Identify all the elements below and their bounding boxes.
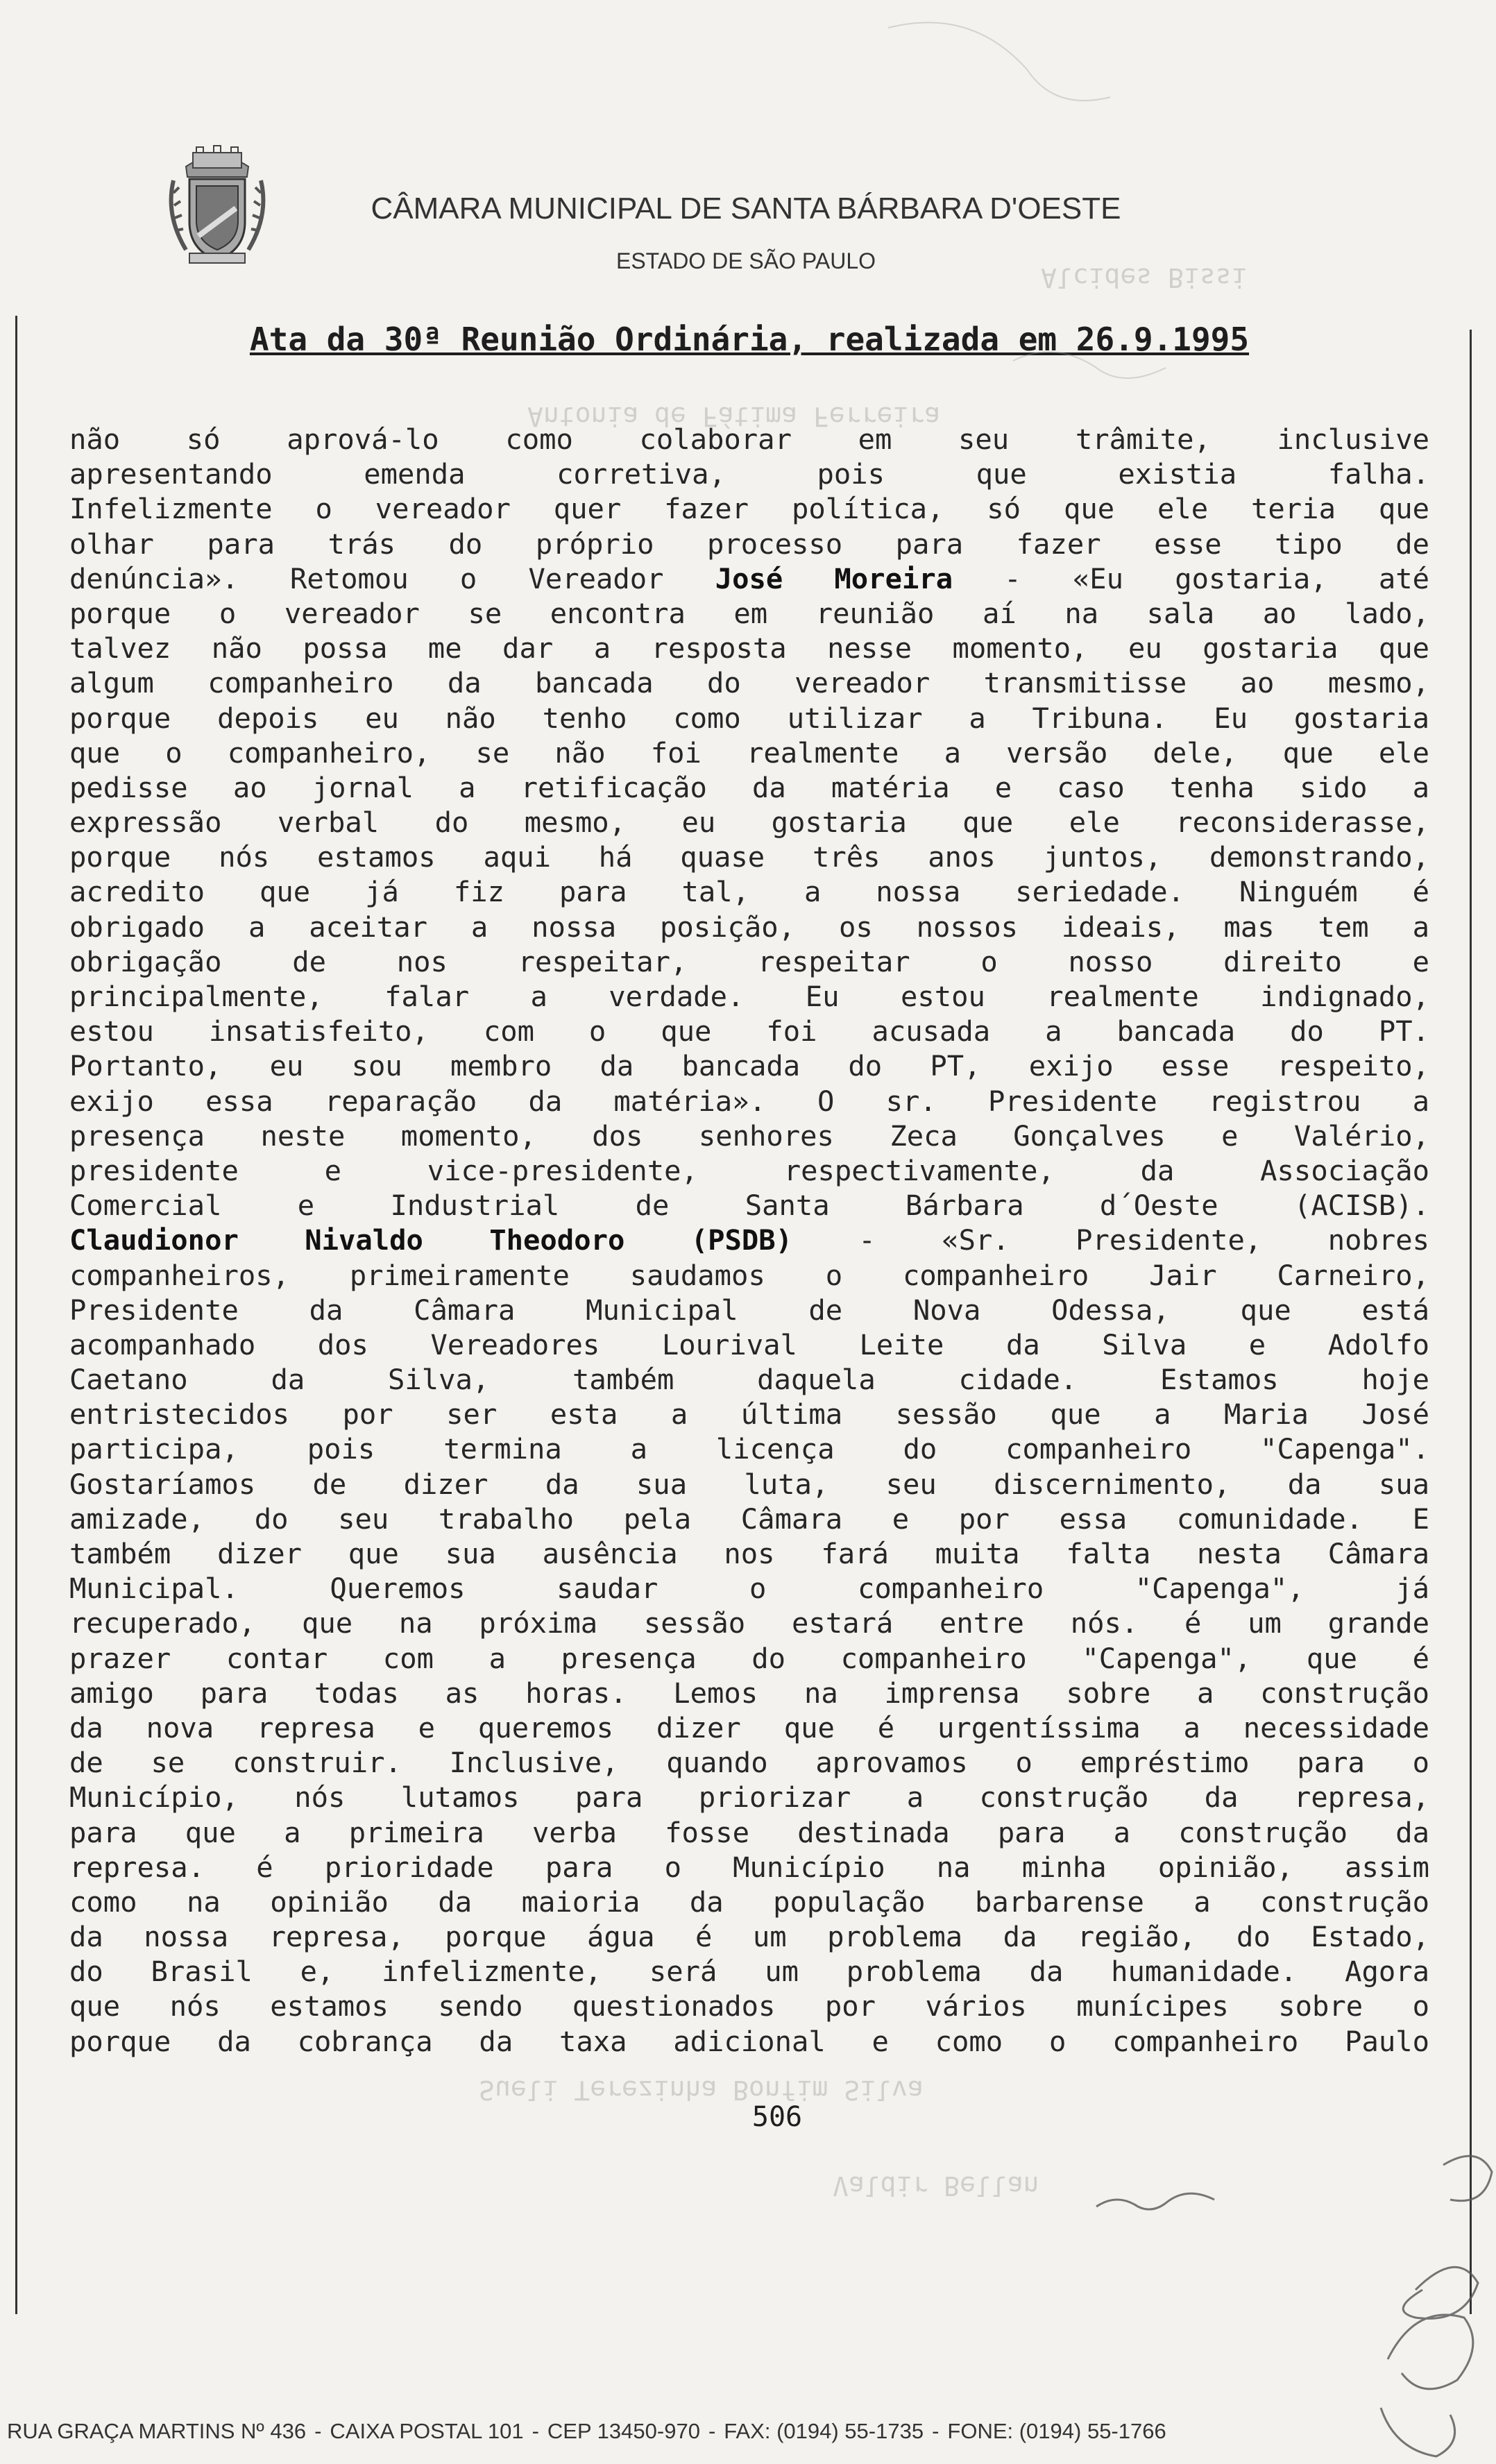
- text-segment: Gostaríamos de dizer da sua luta, seu discernimento, da sua: [69, 1467, 1429, 1501]
- text-segment: represa. é prioridade para o Município na minha opinião, assim: [69, 1850, 1429, 1884]
- speaker-name: Claudionor Nivaldo Theodoro (PSDB): [69, 1223, 793, 1257]
- footer-po-box: CAIXA POSTAL 101: [330, 2419, 524, 2443]
- text-segment: expressão verbal do mesmo, eu gostaria que ele reconsiderasse,: [69, 806, 1429, 840]
- text-segment: porque depois eu não tenho como utilizar a Tribuna. Eu gostaria: [69, 701, 1429, 735]
- text-segment: exijo essa reparação da matéria». O sr. Presidente registrou a: [69, 1084, 1429, 1118]
- text-segment: também dizer que sua ausência nos fará muita falta nesta Câmara: [69, 1537, 1429, 1570]
- text-segment: companheiros, primeiramente saudamos o companheiro Jair Carneiro,: [69, 1258, 1429, 1292]
- text-segment: que nós estamos sendo questionados por vários munícipes sobre o: [69, 1989, 1429, 2023]
- text-segment: não só aprová-lo como colaborar em seu trâmite, inclusive: [69, 423, 1429, 456]
- address-footer: RUA GRAÇA MARTINS Nº 436 - CAIXA POSTAL 101 - CEP 13450-970 - FAX: (0194) 55-1735 - FONE: (0194) 55-1766: [7, 2419, 1166, 2443]
- text-segment: Portanto, eu sou membro da bancada do PT, exijo esse respeito,: [69, 1049, 1429, 1083]
- text-segment: presença neste momento, dos senhores Zeca Gonçalves e Valério,: [69, 1119, 1429, 1153]
- text-segment: porque nós estamos aqui há quase três anos juntos, demonstrando,: [69, 840, 1429, 874]
- footer-fax: FAX: (0194) 55-1735: [724, 2419, 924, 2443]
- text-segment: denúncia». Retomou o Vereador: [69, 561, 715, 595]
- footer-cep: CEP 13450-970: [547, 2419, 700, 2443]
- footer-phone: FONE: (0194) 55-1766: [947, 2419, 1166, 2443]
- show-through-name: Antonia de Fátima Ferreira: [527, 401, 940, 432]
- text-segment: algum companheiro da bancada do vereador transmitisse ao mesmo,: [69, 666, 1429, 700]
- text-segment: porque o vereador se encontra em reunião aí na sala ao lado,: [69, 596, 1429, 630]
- text-segment: principalmente, falar a verdade. Eu estou realmente indignado,: [69, 980, 1429, 1013]
- text-segment: talvez não possa me dar a resposta nesse momento, eu gostaria que: [69, 631, 1429, 665]
- text-segment: do Brasil e, infelizmente, será um problema da humanidade. Agora: [69, 1955, 1429, 1989]
- institution-name: CÂMARA MUNICIPAL DE SANTA BÁRBARA D'OESTE: [371, 192, 1121, 226]
- text-segment: que o companheiro, se não foi realmente a versão dele, que ele: [69, 736, 1429, 770]
- text-segment: amigo para todas as horas. Lemos na imprensa sobre a construção: [69, 1676, 1429, 1710]
- text-segment: presidente e vice-presidente, respectivamente, da Associação: [69, 1153, 1429, 1187]
- show-through-name: Sueli Terezinha Bonfim Silva: [479, 2075, 924, 2105]
- speaker-name: José Moreira: [715, 561, 953, 595]
- text-segment: da nova represa e queremos dizer que é urgentíssima a necessidade: [69, 1710, 1429, 1744]
- state-name: ESTADO DE SÃO PAULO: [615, 248, 876, 273]
- text-segment: Caetano da Silva, também daquela cidade. Estamos hoje: [69, 1363, 1429, 1397]
- show-through-name: Valdir Bellan: [833, 2170, 1039, 2201]
- text-segment: para que a primeira verba fosse destinada para a construção da: [69, 1815, 1429, 1849]
- text-segment: Comercial e Industrial de Santa Bárbara d´Oeste (ACISB).: [69, 1189, 1429, 1223]
- text-segment: Infelizmente o vereador quer fazer política, só que ele teria que: [69, 492, 1429, 526]
- text-segment: como na opinião da maioria da população barbarense a construção: [69, 1885, 1429, 1919]
- text-segment: amizade, do seu trabalho pela Câmara e por essa comunidade. E: [69, 1502, 1429, 1536]
- text-segment: apresentando emenda corretiva, pois que existia falha.: [69, 457, 1429, 491]
- minutes-title: Ata da 30ª Reunião Ordinária, realizada em 26.9.1995: [249, 321, 1250, 358]
- text-segment: estou insatisfeito, com o que foi acusada a bancada do PT.: [69, 1014, 1429, 1048]
- text-segment: Presidente da Câmara Municipal de Nova Odessa, que está: [69, 1293, 1429, 1327]
- text-segment: recuperado, que na próxima sessão estará entre nós. é um grande: [69, 1606, 1429, 1640]
- text-segment: participa, pois termina a licença do companheiro "Capenga".: [69, 1432, 1429, 1466]
- page-number: 506: [751, 2101, 803, 2133]
- text-segment: de se construir. Inclusive, quando aprovamos o empréstimo para o: [69, 1746, 1429, 1780]
- text-segment: porque da cobrança da taxa adicional e como o companheiro Paulo: [69, 2024, 1429, 2058]
- text-segment: Município, nós lutamos para priorizar a construção da represa,: [69, 1781, 1429, 1815]
- footer-address: RUA GRAÇA MARTINS Nº 436: [7, 2419, 307, 2443]
- text-segment: obrigação de nos respeitar, respeitar o nosso direito e: [69, 944, 1429, 978]
- text-segment: obrigado a aceitar a nossa posição, os nossos ideais, mas tem a: [69, 910, 1429, 944]
- text-segment: pedisse ao jornal a retificação da matéria e caso tenha sido a: [69, 770, 1429, 804]
- text-segment: acompanhado dos Vereadores Lourival Leite da Silva e Adolfo: [69, 1327, 1429, 1361]
- text-segment: entristecidos por ser esta a última sessão que a Maria José: [69, 1397, 1429, 1431]
- text-segment: olhar para trás do próprio processo para fazer esse tipo de: [69, 527, 1429, 561]
- text-segment: acredito que já fiz para tal, a nossa seriedade. Ninguém é: [69, 875, 1429, 909]
- text-segment: prazer contar com a presença do companheiro "Capenga", que é: [69, 1641, 1429, 1675]
- text-segment: Municipal. Queremos saudar o companheiro "Capenga", já: [69, 1572, 1429, 1606]
- show-through-name: Alcides Bissi: [1041, 262, 1248, 293]
- text-segment: da nossa represa, porque água é um problema da região, do Estado,: [69, 1920, 1429, 1954]
- text-segment: - «Sr. Presidente, nobres: [792, 1223, 1429, 1257]
- text-segment: - «Eu gostaria, até: [953, 561, 1429, 595]
